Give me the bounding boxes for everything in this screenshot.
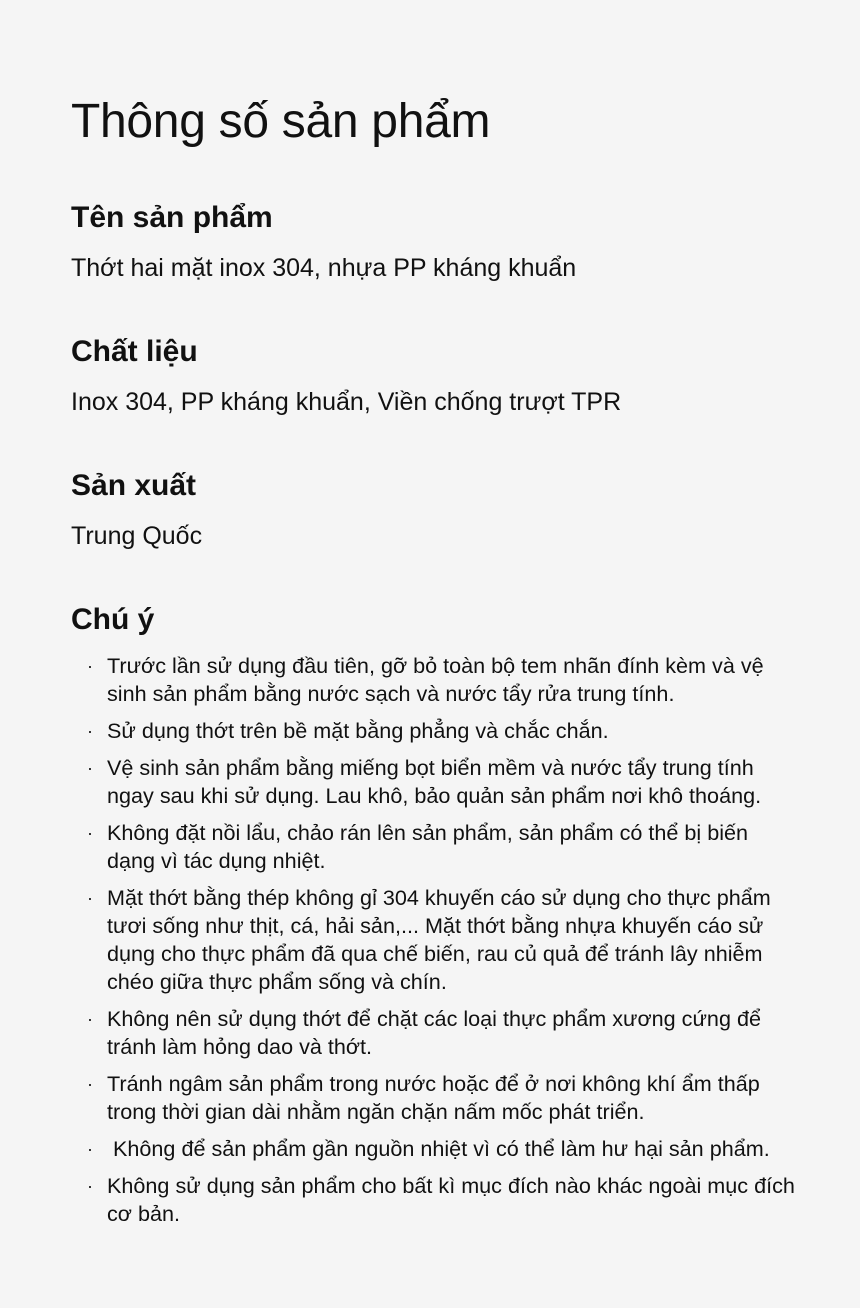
list-item [71, 884, 801, 996]
page-title: Thông số sản phẩm [71, 95, 491, 148]
note-text: Trước lần sử dụng đầu tiên, gỡ bỏ toàn bộ tem nhãn đính kèm và vệ sinh sản phẩm bằng nước sạch và nước tẩy rửa trung tính. [107, 653, 764, 706]
list-item [71, 652, 801, 708]
note-text: Không để sản phẩm gần nguồn nhiệt vì có thể làm hư hại sản phẩm. [107, 1136, 770, 1161]
bullet-icon: · [87, 1139, 93, 1159]
material-value: Inox 304, PP kháng khuẩn, Viền chống trượt TPR [71, 388, 622, 416]
bullet-icon: · [87, 758, 93, 778]
bullet-icon: · [87, 1074, 93, 1094]
origin-value: Trung Quốc [71, 522, 203, 550]
list-item [71, 1005, 801, 1061]
note-text: Sử dụng thớt trên bề mặt bằng phẳng và chắc chắn. [107, 718, 609, 743]
list-item [71, 717, 801, 745]
bullet-icon: · [87, 1009, 93, 1029]
note-text: Không đặt nồi lẩu, chảo rán lên sản phẩm, sản phẩm có thể bị biến dạng vì tác dụng nhiệt. [107, 820, 749, 873]
note-text: Không sử dụng sản phẩm cho bất kì mục đích nào khác ngoài mục đích cơ bản. [107, 1173, 795, 1226]
list-item [71, 1135, 801, 1163]
product-name-heading: Tên sản phẩm [71, 201, 273, 234]
list-item [71, 1172, 801, 1228]
note-text: Mặt thớt bằng thép không gỉ 304 khuyến cáo sử dụng cho thực phẩm tươi sống như thịt, cá, hải sản,... Mặt thớt bằng nhựa khuyến cáo sử dụng cho thực phẩm đã qua chế biến, rau củ quả để tránh lây nhiễm chéo giữa thực phẩm sống và chín. [107, 885, 771, 994]
bullet-icon: · [87, 823, 93, 843]
origin-heading: Sản xuất [71, 469, 197, 502]
bullet-icon: · [87, 656, 93, 676]
note-text: Vệ sinh sản phẩm bằng miếng bọt biển mềm và nước tẩy trung tính ngay sau khi sử dụng. Lau khô, bảo quản sản phẩm nơi khô thoáng. [107, 755, 762, 808]
list-item [71, 819, 801, 875]
notes-heading: Chú ý [71, 603, 155, 636]
list-item [71, 754, 801, 810]
note-text: Không nên sử dụng thớt để chặt các loại thực phẩm xương cứng để tránh làm hỏng dao và thớt. [107, 1006, 761, 1059]
note-text: Tránh ngâm sản phẩm trong nước hoặc để ở nơi không khí ẩm thấp trong thời gian dài nhằm ngăn chặn nấm mốc phát triển. [107, 1071, 760, 1124]
bullet-icon: · [87, 888, 93, 908]
material-heading: Chất liệu [71, 335, 198, 368]
notes-list [71, 652, 801, 1237]
bullet-icon: · [87, 721, 93, 741]
list-item [71, 1070, 801, 1126]
product-name-value: Thớt hai mặt inox 304, nhựa PP kháng khuẩn [71, 254, 577, 282]
bullet-icon: · [87, 1176, 93, 1196]
